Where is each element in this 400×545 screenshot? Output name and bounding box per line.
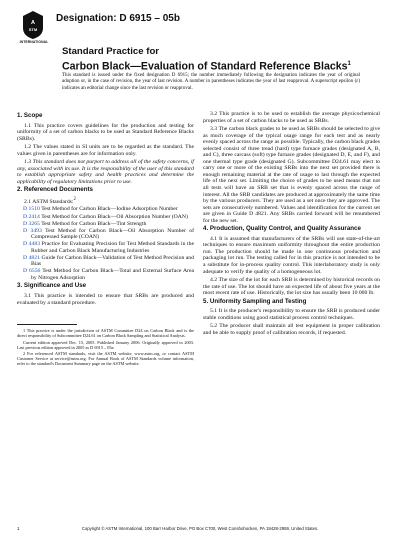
reference-link[interactable]: D 6556 (23, 268, 41, 275)
paragraph-1-3: 1.3 This standard does not purport to address all of the safety concerns, if any, associated with its use. It is the responsibility of the user of this standard to establish appropriate safety and health practices and determine the applicability of regulatory limitations prior to use. (17, 159, 194, 185)
reference-title: Test Method for Carbon Black—Total and External Surface Area by Nitrogen Adsorption (31, 268, 195, 281)
paragraph-1-2: 1.2 The values stated in SI units are to be regarded as the standard. The values given in parentheses are for information only. (17, 144, 194, 157)
section-heading-referenced-documents: 2. Referenced Documents (17, 186, 93, 194)
paragraph-4-1: 4.1 It is assumed that manufacturers of the SRBs will use state-of-the-art techniques to ensure maximum uniformity throughout the entire production run. The production should be made in one continuous production and packaging lot run. The testing called for in this practice is not intended to be a substitute for in-process quality control. This interlaboratory study is only adequate to verify the quality of a homogeneous lot. (203, 235, 380, 275)
svg-text:A: A (31, 20, 35, 26)
reference-item (17, 255, 194, 268)
reference-title: Practice for Evaluating Precision for Test Method Standards in the Rubber and Carbon Black Manufacturing Industries (31, 241, 195, 254)
title-footnote-ref: 1 (347, 61, 351, 67)
astm-logo-icon (22, 10, 44, 40)
section-heading-significance: 3. Significance and Use (17, 282, 87, 290)
reference-title: Test Method for Carbon Black—Oil Absorption Number (OAN) (41, 213, 188, 220)
reference-link[interactable]: D 4483 (23, 241, 41, 248)
reference-link[interactable]: D 3265 (23, 220, 40, 227)
astm-standards-label: 2.1 ASTM Standards:$^2$ (24, 197, 76, 205)
paragraph-3-3: 3.3 The carbon black grades to be used as SRBs should be selected to give as much coverage of the typical usage range for each test and as nearly evenly spaced across the range as possible. Typically, the carbon black grades selected consist of three tread (hard) type furnace grades (designated A, B, and C), three carcass (soft) type furnace grades (designated D, E, and F), and one thermal type grade (designated G). Subcommittee D24.61 may elect to carry one or more of the existing SRBs into the next set provided there is enough remaining material at the rate of usage to last through the expected life of the next set. Limiting the choice of grades to be used means that not all tests will have an SRB set that is evenly spaced across the range of interest. All the SRB candidates are produced at approximately the same time by the various producers. They are used as a set once they are approved. The sets are consecutively numbered. Values and identification for the current set are given in Guide D 4821. Any SRBs carried forward will be renumbered for the new set. (203, 126, 380, 224)
reference-link[interactable]: D 2414 (23, 213, 40, 220)
paragraph-5-2: 5.2 The producer shall maintain all test equipment in proper calibration and be able to supply proof of calibration records, if requested. (203, 323, 380, 336)
footnote-1: 1 This practice is under the jurisdiction of ASTM Committee D24 on Carbon Black and is the direct responsibility of Subcommittee D24.61 on Carbon Black Sampling and Statistical Analysis. (17, 328, 194, 339)
title-line-1: Standard Practice for (62, 46, 160, 57)
reference-link[interactable]: D 4821 (23, 254, 40, 261)
right-column (203, 111, 380, 339)
reference-item (17, 214, 194, 221)
footnote-1-approval: Current edition approved Dec. 15, 2005. Published January 2006. Originally approved in 2003. Last previous edition approved in 2005 as D 6915 – 05a. (17, 339, 194, 350)
issuance-notice: This standard is issued under the fixed designation D 6915; the number immediately following the designation indicates the year of original adoption or, in the case of revision, the year of last revision. A number in parentheses indicates the year of last reapproval. A superscript epsilon (ε) indicates an editorial change since the last revision or reapproval. (62, 73, 360, 91)
reference-list (17, 206, 194, 281)
copyright-footer: Copyright © ASTM International, 100 Barr Harbor Drive, PO Box C700, West Conshohocken, PA 19428-2959, United States. (81, 526, 319, 531)
reference-title: Guide for Carbon Black—Validation of Test Method Precision and Bias (31, 254, 194, 268)
reference-link[interactable]: D 1510 (23, 206, 40, 213)
left-column (17, 111, 194, 368)
footnote-separator (17, 324, 77, 325)
logo-caption: INTERNATIONAL (19, 40, 49, 44)
document-title (62, 46, 362, 73)
reference-title: Test Method for Carbon Black—Iodine Adsorption Number (41, 206, 178, 213)
paragraph-4-2: 4.2 The size of the lot for each SRB is determined by historical records on the rate of use. The lot should have an expected life of about five years at the most recent rate of use. Historically, the lot size has usually been 10 000 lb. (203, 277, 380, 297)
svg-text:STM: STM (28, 27, 38, 32)
reference-item (17, 228, 194, 241)
designation: Designation: D 6915 – 05b (56, 13, 180, 24)
paragraph-3-2: 3.2 This practice is to be used to establish the average physicochemical properties of a set of carbon blacks to be used as SRBs. (203, 111, 380, 124)
reference-item (17, 268, 194, 281)
reference-link[interactable]: D 3493 (23, 227, 42, 234)
page-number: 1 (17, 526, 20, 531)
reference-item (17, 206, 194, 213)
section-heading-uniformity: 5. Uniformity Sampling and Testing (203, 297, 307, 305)
footnote-2: 2 For referenced ASTM standards, visit the ASTM website, www.astm.org, or contact ASTM Customer Service at service@astm.org. For Annual Book of ASTM Standards volume information, refer to the standard's Document Summary page on the ASTM website. (17, 350, 194, 367)
section-heading-scope: 1. Scope (17, 112, 43, 119)
title-line-2: Carbon Black—Evaluation of Standard Reference Blacks$^1$ (62, 60, 351, 73)
paragraph-5-1: 5.1 It is the producer's responsibility to ensure the SRB is produced under stable conditions using good statistical process control techniques. (203, 308, 380, 321)
section-heading-production: 4. Production, Quality Control, and Quality Assurance (203, 225, 361, 233)
reference-title: Test Method for Carbon Black—Oil Absorption Number of Compressed Sample (COAN) (31, 227, 195, 241)
paragraph-1-1: 1.1 This practice covers guidelines for the production and testing for uniformity of a set of carbon blacks to be used as Standard Reference Blacks (SRBs). (17, 122, 194, 142)
reference-title: Test Method for Carbon Black—Tint Strength (41, 220, 147, 227)
paragraph-3-1: 3.1 This practice is intended to ensure that SRBs are produced and evaluated by a standard procedure. (17, 293, 194, 306)
reference-item (17, 221, 194, 228)
reference-item (17, 241, 194, 254)
